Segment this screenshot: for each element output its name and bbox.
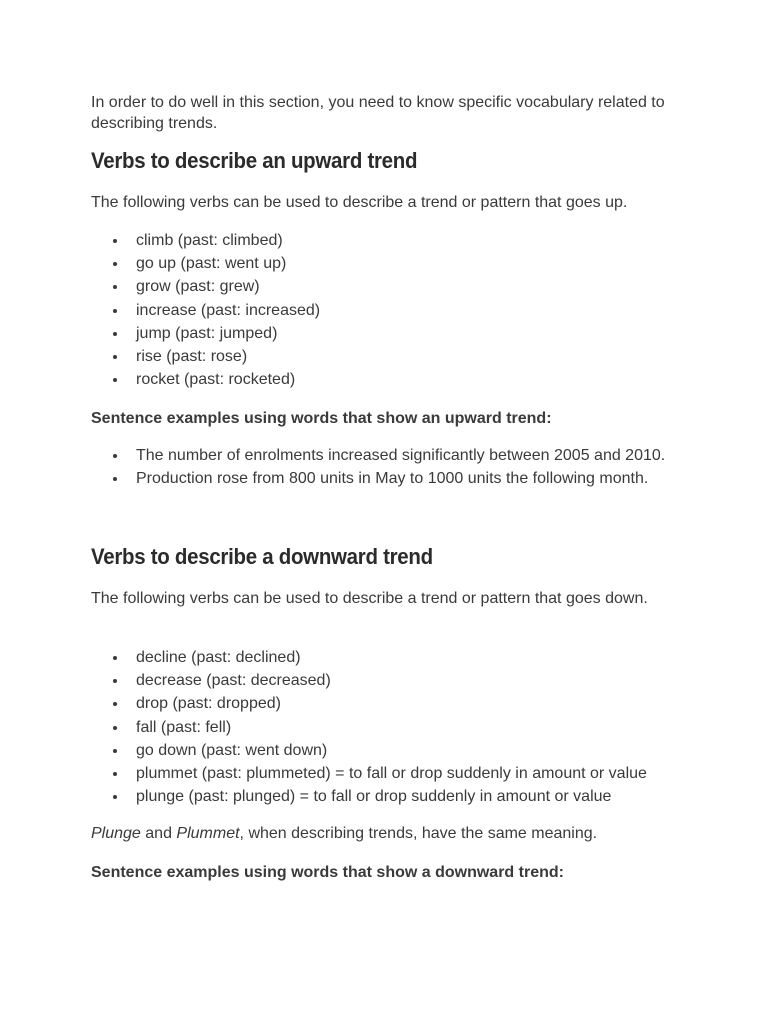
- list-item: decrease (past: decreased): [91, 669, 691, 692]
- downward-trend-heading: Verbs to describe a downward trend: [91, 544, 433, 569]
- list-item: drop (past: dropped): [91, 692, 691, 715]
- list-item: The number of enrolments increased significantly between 2005 and 2010.: [91, 445, 681, 466]
- list-item: plunge (past: plunged) = to fall or drop suddenly in amount or value: [91, 785, 691, 808]
- downward-examples-heading: Sentence examples using words that show a downward trend:: [91, 864, 564, 881]
- upward-verbs-list: [91, 229, 691, 391]
- plunge-plummet-note: [91, 823, 681, 844]
- upward-trend-description: The following verbs can be used to describe a trend or pattern that goes up.: [91, 194, 628, 211]
- downward-verbs-list: [91, 646, 691, 808]
- list-item: climb (past: climbed): [91, 229, 691, 252]
- list-item: go down (past: went down): [91, 739, 691, 762]
- upward-examples-heading: Sentence examples using words that show an upward trend:: [91, 410, 552, 427]
- list-item: go up (past: went up): [91, 252, 691, 275]
- upward-trend-heading: Verbs to describe an upward trend: [91, 148, 418, 173]
- downward-trend-description: The following verbs can be used to describe a trend or pattern that goes down.: [91, 590, 648, 607]
- plummet-word: Plummet: [176, 825, 240, 842]
- plunge-word: Plunge: [91, 825, 141, 842]
- note-rest: , when describing trends, have the same meaning.: [239, 825, 598, 842]
- list-item: decline (past: declined): [91, 646, 691, 669]
- list-item: fall (past: fell): [91, 716, 691, 739]
- list-item: increase (past: increased): [91, 299, 691, 322]
- note-and: and: [140, 825, 177, 842]
- list-item: rocket (past: rocketed): [91, 368, 691, 391]
- list-item: jump (past: jumped): [91, 322, 691, 345]
- list-item: Production rose from 800 units in May to 1000 units the following month.: [91, 468, 681, 489]
- list-item: grow (past: grew): [91, 275, 691, 298]
- intro-paragraph: In order to do well in this section, you need to know specific vocabulary related to describing trends.: [91, 94, 665, 132]
- list-item: rise (past: rose): [91, 345, 691, 368]
- list-item: plummet (past: plummeted) = to fall or drop suddenly in amount or value: [91, 762, 691, 785]
- upward-examples-list: [91, 445, 681, 490]
